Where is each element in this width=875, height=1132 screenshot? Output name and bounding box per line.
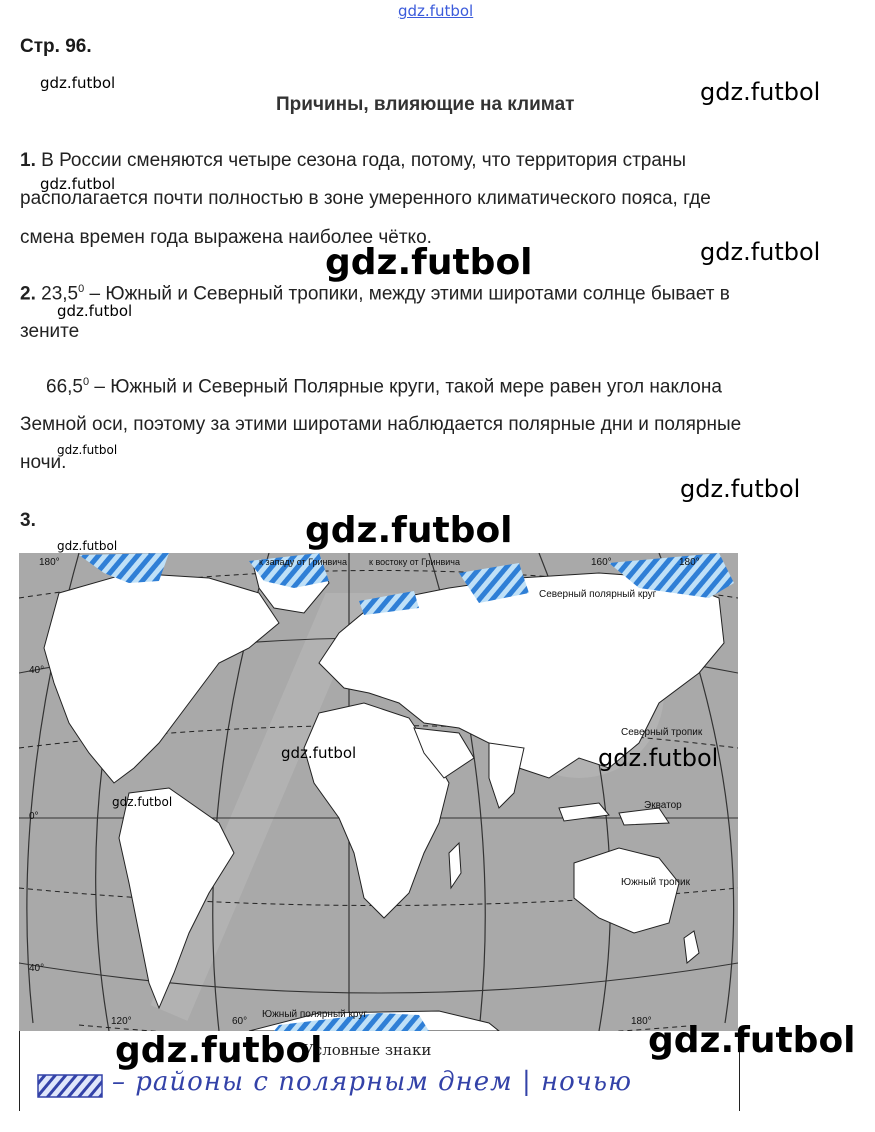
question-number: 1. <box>20 150 36 171</box>
longitude-label: 180° <box>679 557 700 568</box>
answer-1-line <box>20 150 686 172</box>
hemisphere-label: к западу от Гринвича <box>259 557 348 567</box>
page-title: Причины, влияющие на климат <box>276 94 575 115</box>
watermark: gdz.futbol <box>112 795 173 809</box>
longitude-label: 180° <box>39 557 60 568</box>
legend-handwritten-text: – районы с полярным днем | ночью <box>112 1067 632 1097</box>
answer-1-line: смена времен года выражена наиболее чётко. <box>20 227 432 248</box>
watermark: gdz.futbol <box>648 1020 856 1061</box>
world-map-figure <box>19 553 738 1031</box>
watermark: gdz.futbol <box>680 475 801 503</box>
watermark: gdz.futbol <box>305 510 513 551</box>
page-label: Стр. 96. <box>20 36 92 57</box>
latitude-label: 0° <box>29 811 39 822</box>
latitude-label: 40° <box>29 963 45 974</box>
watermark: gdz.futbol <box>700 238 821 266</box>
answer-2-line: зените <box>20 321 80 342</box>
degree-sup: 0 <box>82 376 90 388</box>
answer-text: В России сменяются четыре сезона года, потому, что территория страны <box>41 150 687 171</box>
answer-2-line <box>20 283 730 305</box>
watermark: gdz.futbol <box>281 744 357 762</box>
answer-1-line: располагается почти полностью в зоне умеренного климатического пояса, где <box>20 188 711 209</box>
hemisphere-label: к востоку от Гринвича <box>369 557 460 567</box>
latitude-value: 66,5 <box>46 376 83 398</box>
longitude-label: 120° <box>111 1016 132 1027</box>
world-map <box>19 553 738 1031</box>
watermark: gdz.futbol <box>700 78 821 106</box>
circle-label-antarctic: Южный полярный круг <box>262 1009 367 1020</box>
latitude-value: 23,5 <box>41 283 79 305</box>
answer-2-line <box>46 376 722 398</box>
answer-2-line: ночи. <box>20 452 67 473</box>
answer-2-line: Земной оси, поэтому за этими широтами наблюдается полярные дни и полярные <box>20 414 742 435</box>
watermark: gdz.futbol <box>57 443 118 457</box>
legend-title: Условные знаки <box>303 1041 432 1059</box>
watermark: gdz.futbol <box>325 242 533 283</box>
latitude-label: 40° <box>29 665 45 676</box>
longitude-label: 160° <box>591 557 612 568</box>
legend-hatch-swatch <box>36 1071 106 1101</box>
watermark-top[interactable]: gdz.futbol <box>398 2 474 20</box>
watermark: gdz.futbol <box>598 744 719 772</box>
longitude-label: 180° <box>631 1016 652 1027</box>
watermark: gdz.futbol <box>40 175 116 193</box>
question-number: 2. <box>20 283 36 305</box>
watermark: gdz.futbol <box>57 539 118 553</box>
question-number: 3. <box>20 510 36 531</box>
circle-label-arctic: Северный полярный круг <box>539 589 657 600</box>
longitude-label: 60° <box>232 1016 248 1027</box>
watermark: gdz.futbol <box>115 1030 323 1071</box>
degree-sup: 0 <box>78 283 85 295</box>
answer-text: – Южный и Северный тропики, между этими широтами солнце бывает в <box>89 283 730 305</box>
equator-label: Экватор <box>644 800 682 811</box>
watermark: gdz.futbol <box>40 74 116 92</box>
answer-text: – Южный и Северный Полярные круги, такой мере равен угол наклона <box>94 376 722 398</box>
tropic-label-south: Южный тропик <box>621 877 690 888</box>
watermark: gdz.futbol <box>57 302 133 320</box>
tropic-label-north: Северный тропик <box>621 727 703 738</box>
